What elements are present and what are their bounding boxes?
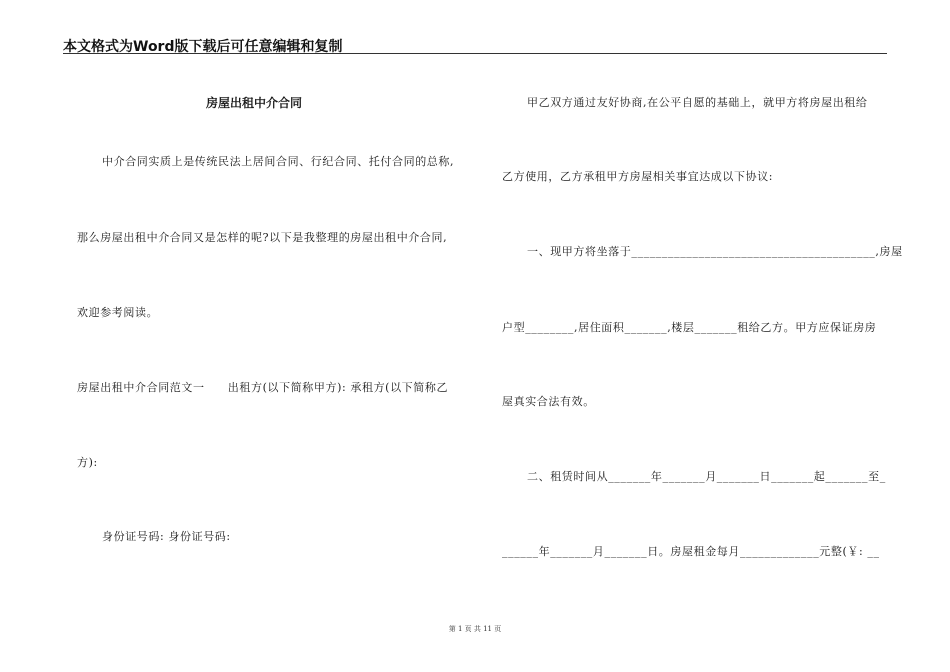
document-title: 房屋出租中介合同 [206,96,303,110]
page-header: 本文格式为Word版下载后可任意编辑和复制 [63,39,343,55]
right-paragraph-line-6: 二、租赁时间从_______年_______月_______日_______起_______至_ [527,470,886,483]
right-paragraph-line-7: ______年_______月_______日。房屋租金每月_____________元整(￥: __ [502,545,880,558]
right-paragraph-line-2: 乙方使用，乙方承租甲方房屋相关事宜达成以下协议: [502,170,774,183]
left-paragraph-line-5: 方): [77,456,98,469]
left-paragraph-line-3: 欢迎参考阅读。 [77,306,159,319]
left-paragraph-line-4: 房屋出租中介合同范文一 出租方(以下简称甲方): 承租方(以下简称乙 [77,381,449,394]
left-paragraph-line-6: 身份证号码: 身份证号码: [102,530,231,543]
page-number-footer: 第 1 页 共 11 页 [448,625,502,633]
right-paragraph-line-5: 屋真实合法有效。 [502,395,595,408]
right-paragraph-line-1: 甲乙双方通过友好协商,在公平自愿的基础上，就甲方将房屋出租给 [527,96,868,109]
left-paragraph-line-1: 中介合同实质上是传统民法上居间合同、行纪合同、托付合同的总称, [102,155,455,168]
right-paragraph-line-3: 一、现甲方将坐落于________________________________________,房屋 [527,245,903,258]
header-divider [63,53,887,54]
right-paragraph-line-4: 户型________,居住面积_______,楼层_______租给乙方。甲方应保证房房 [502,321,877,334]
left-paragraph-line-2: 那么房屋出租中介合同又是怎样的呢?以下是我整理的房屋出租中介合同, [77,231,448,244]
